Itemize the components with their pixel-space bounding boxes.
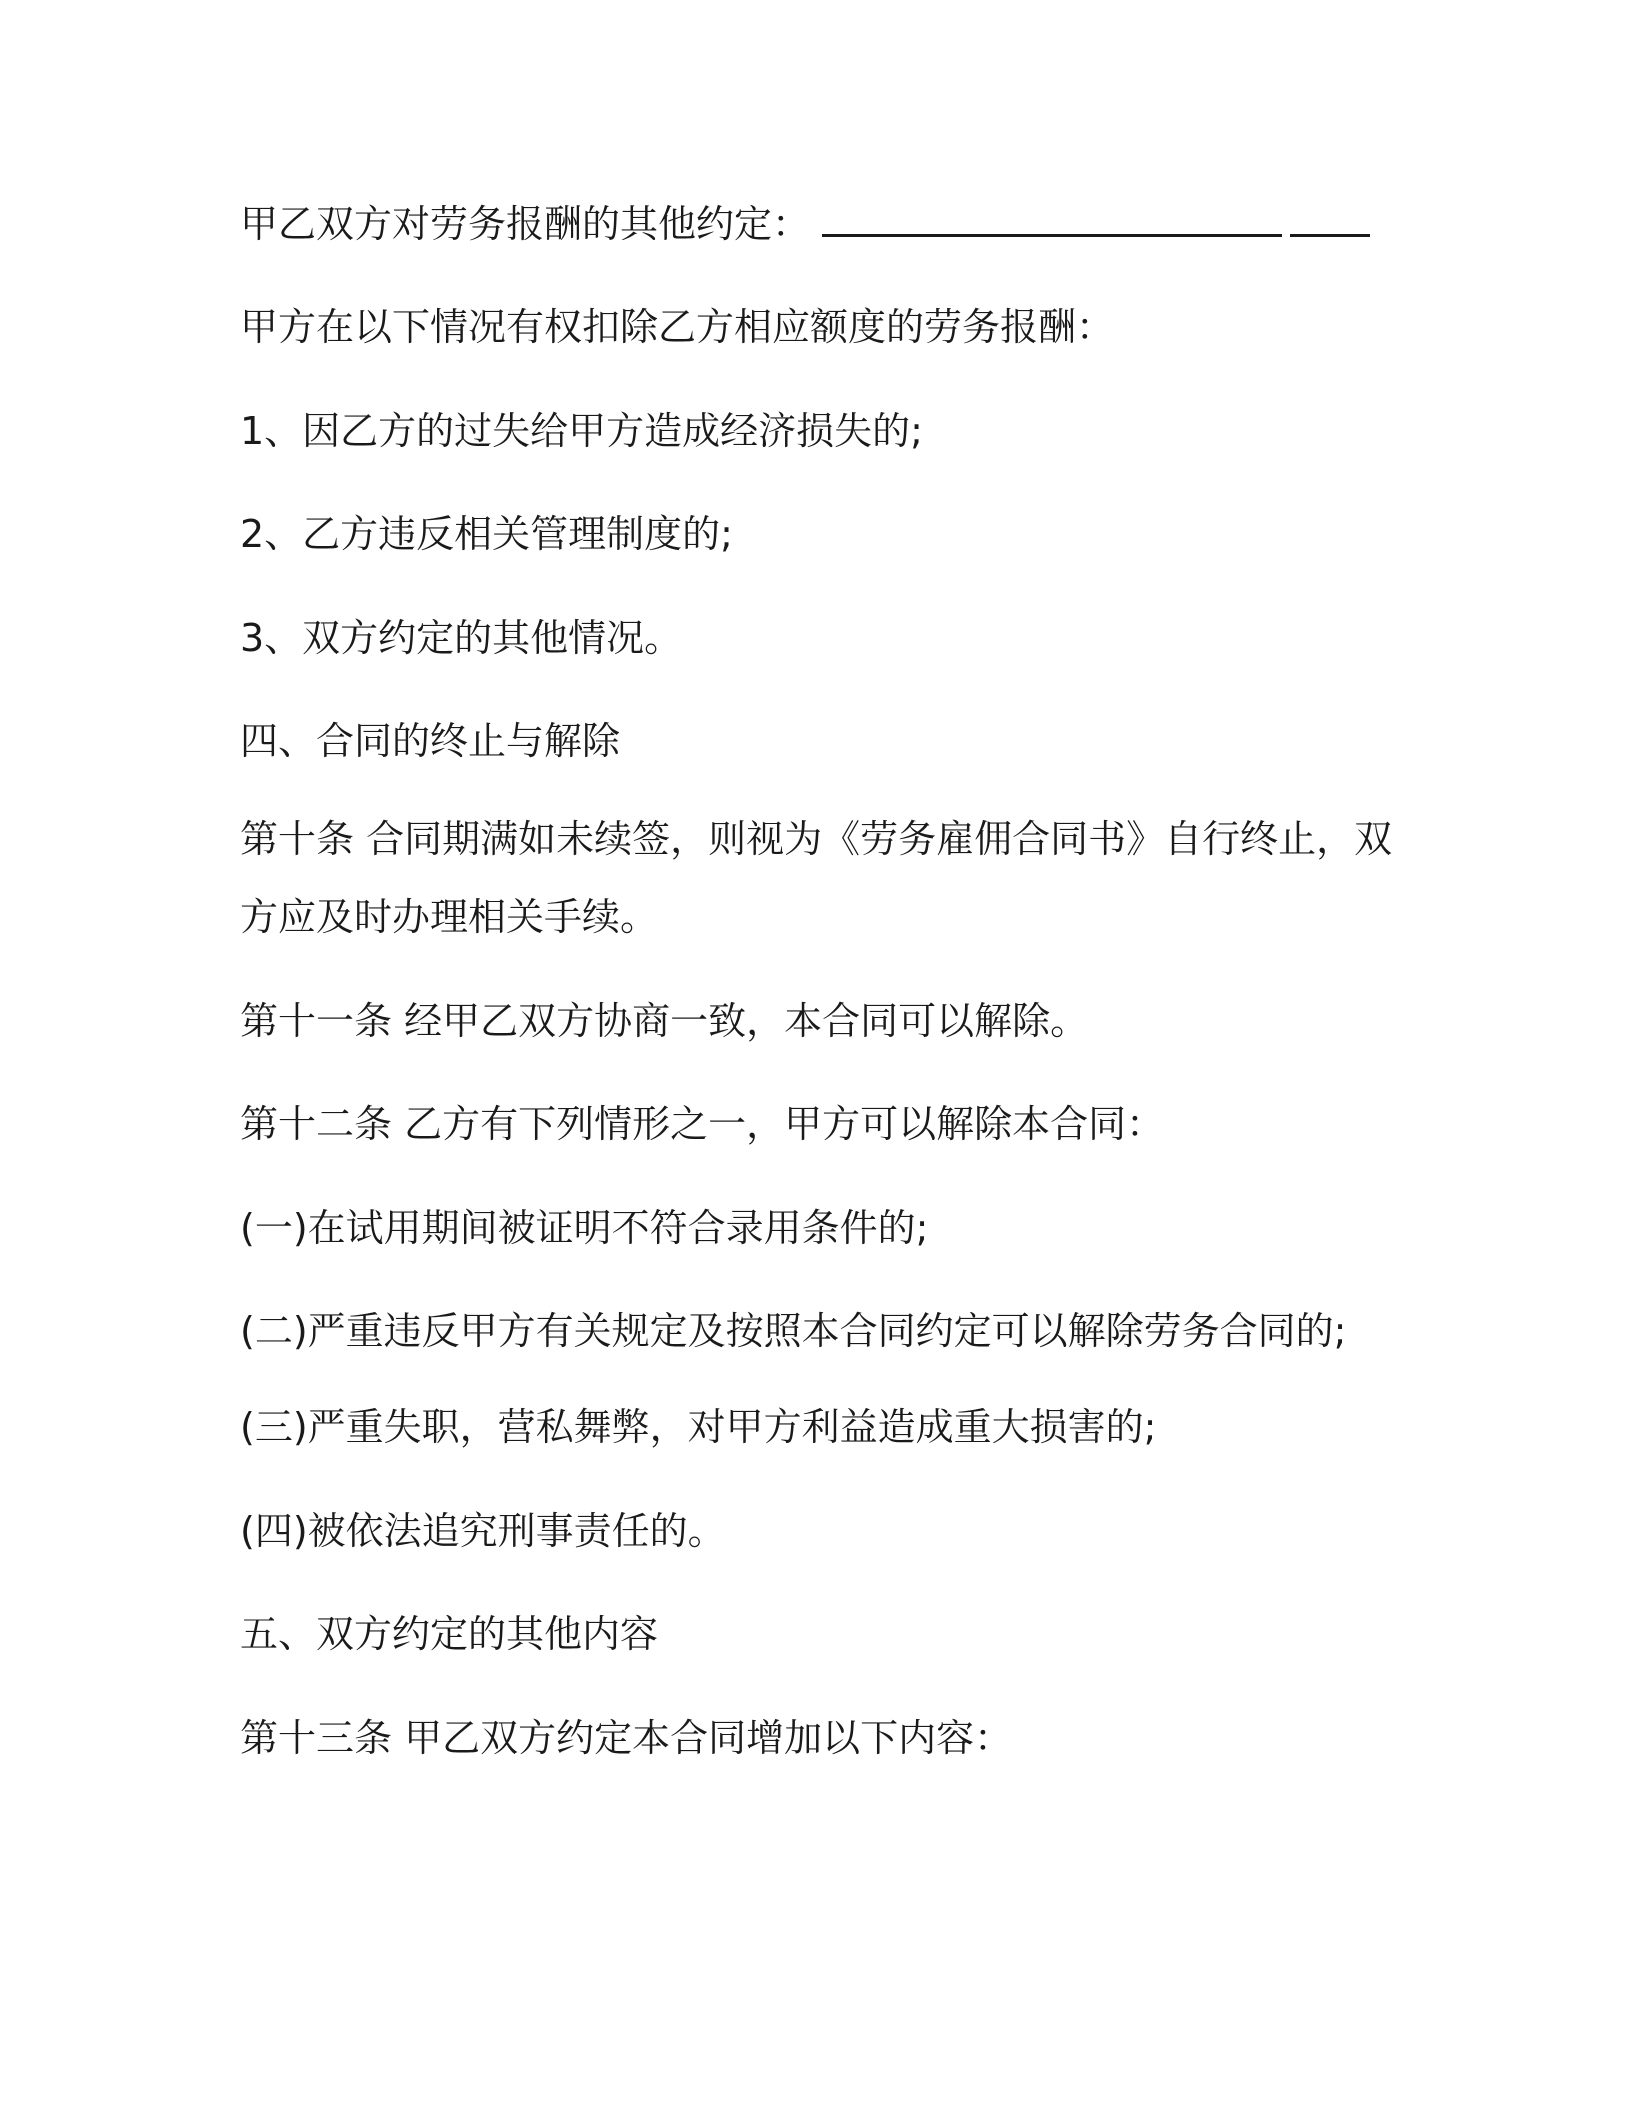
fill-in-blank-short	[1290, 204, 1370, 237]
section-heading-other-content: 五、双方约定的其他内容	[240, 1612, 659, 1656]
article-12: 第十二条 乙方有下列情形之一，甲方可以解除本合同：	[240, 1102, 1165, 1146]
clause-item-3: (三)严重失职，营私舞弊，对甲方利益造成重大损害的;	[240, 1405, 1157, 1449]
fill-in-blank-long	[822, 204, 1282, 237]
clause-item-1: (一)在试用期间被证明不符合录用条件的;	[240, 1206, 929, 1250]
article-11: 第十一条 经甲乙双方协商一致，本合同可以解除。	[240, 999, 1089, 1043]
clause-item-2: (二)严重违反甲方有关规定及按照本合同约定可以解除劳务合同的;	[240, 1309, 1347, 1353]
paragraph-deduction-rights: 甲方在以下情况有权扣除乙方相应额度的劳务报酬：	[240, 305, 1115, 349]
paragraph-text: 甲乙双方对劳务报酬的其他约定：	[240, 202, 811, 246]
article-13: 第十三条 甲乙双方约定本合同增加以下内容：	[240, 1716, 1013, 1760]
paragraph-remuneration-other-agreement	[240, 185, 1400, 263]
section-heading-termination: 四、合同的终止与解除	[240, 719, 621, 763]
article-10: 第十条 合同期满如未续签，则视为《劳务雇佣合同书》自行终止，双方应及时办理相关手续。	[240, 817, 1393, 939]
clause-item-4: (四)被依法追究刑事责任的。	[240, 1509, 726, 1553]
list-item-2: 2、乙方违反相关管理制度的;	[240, 512, 733, 556]
list-item-3: 3、双方约定的其他情况。	[240, 616, 683, 660]
list-item-1: 1、因乙方的过失给甲方造成经济损失的;	[240, 409, 923, 453]
